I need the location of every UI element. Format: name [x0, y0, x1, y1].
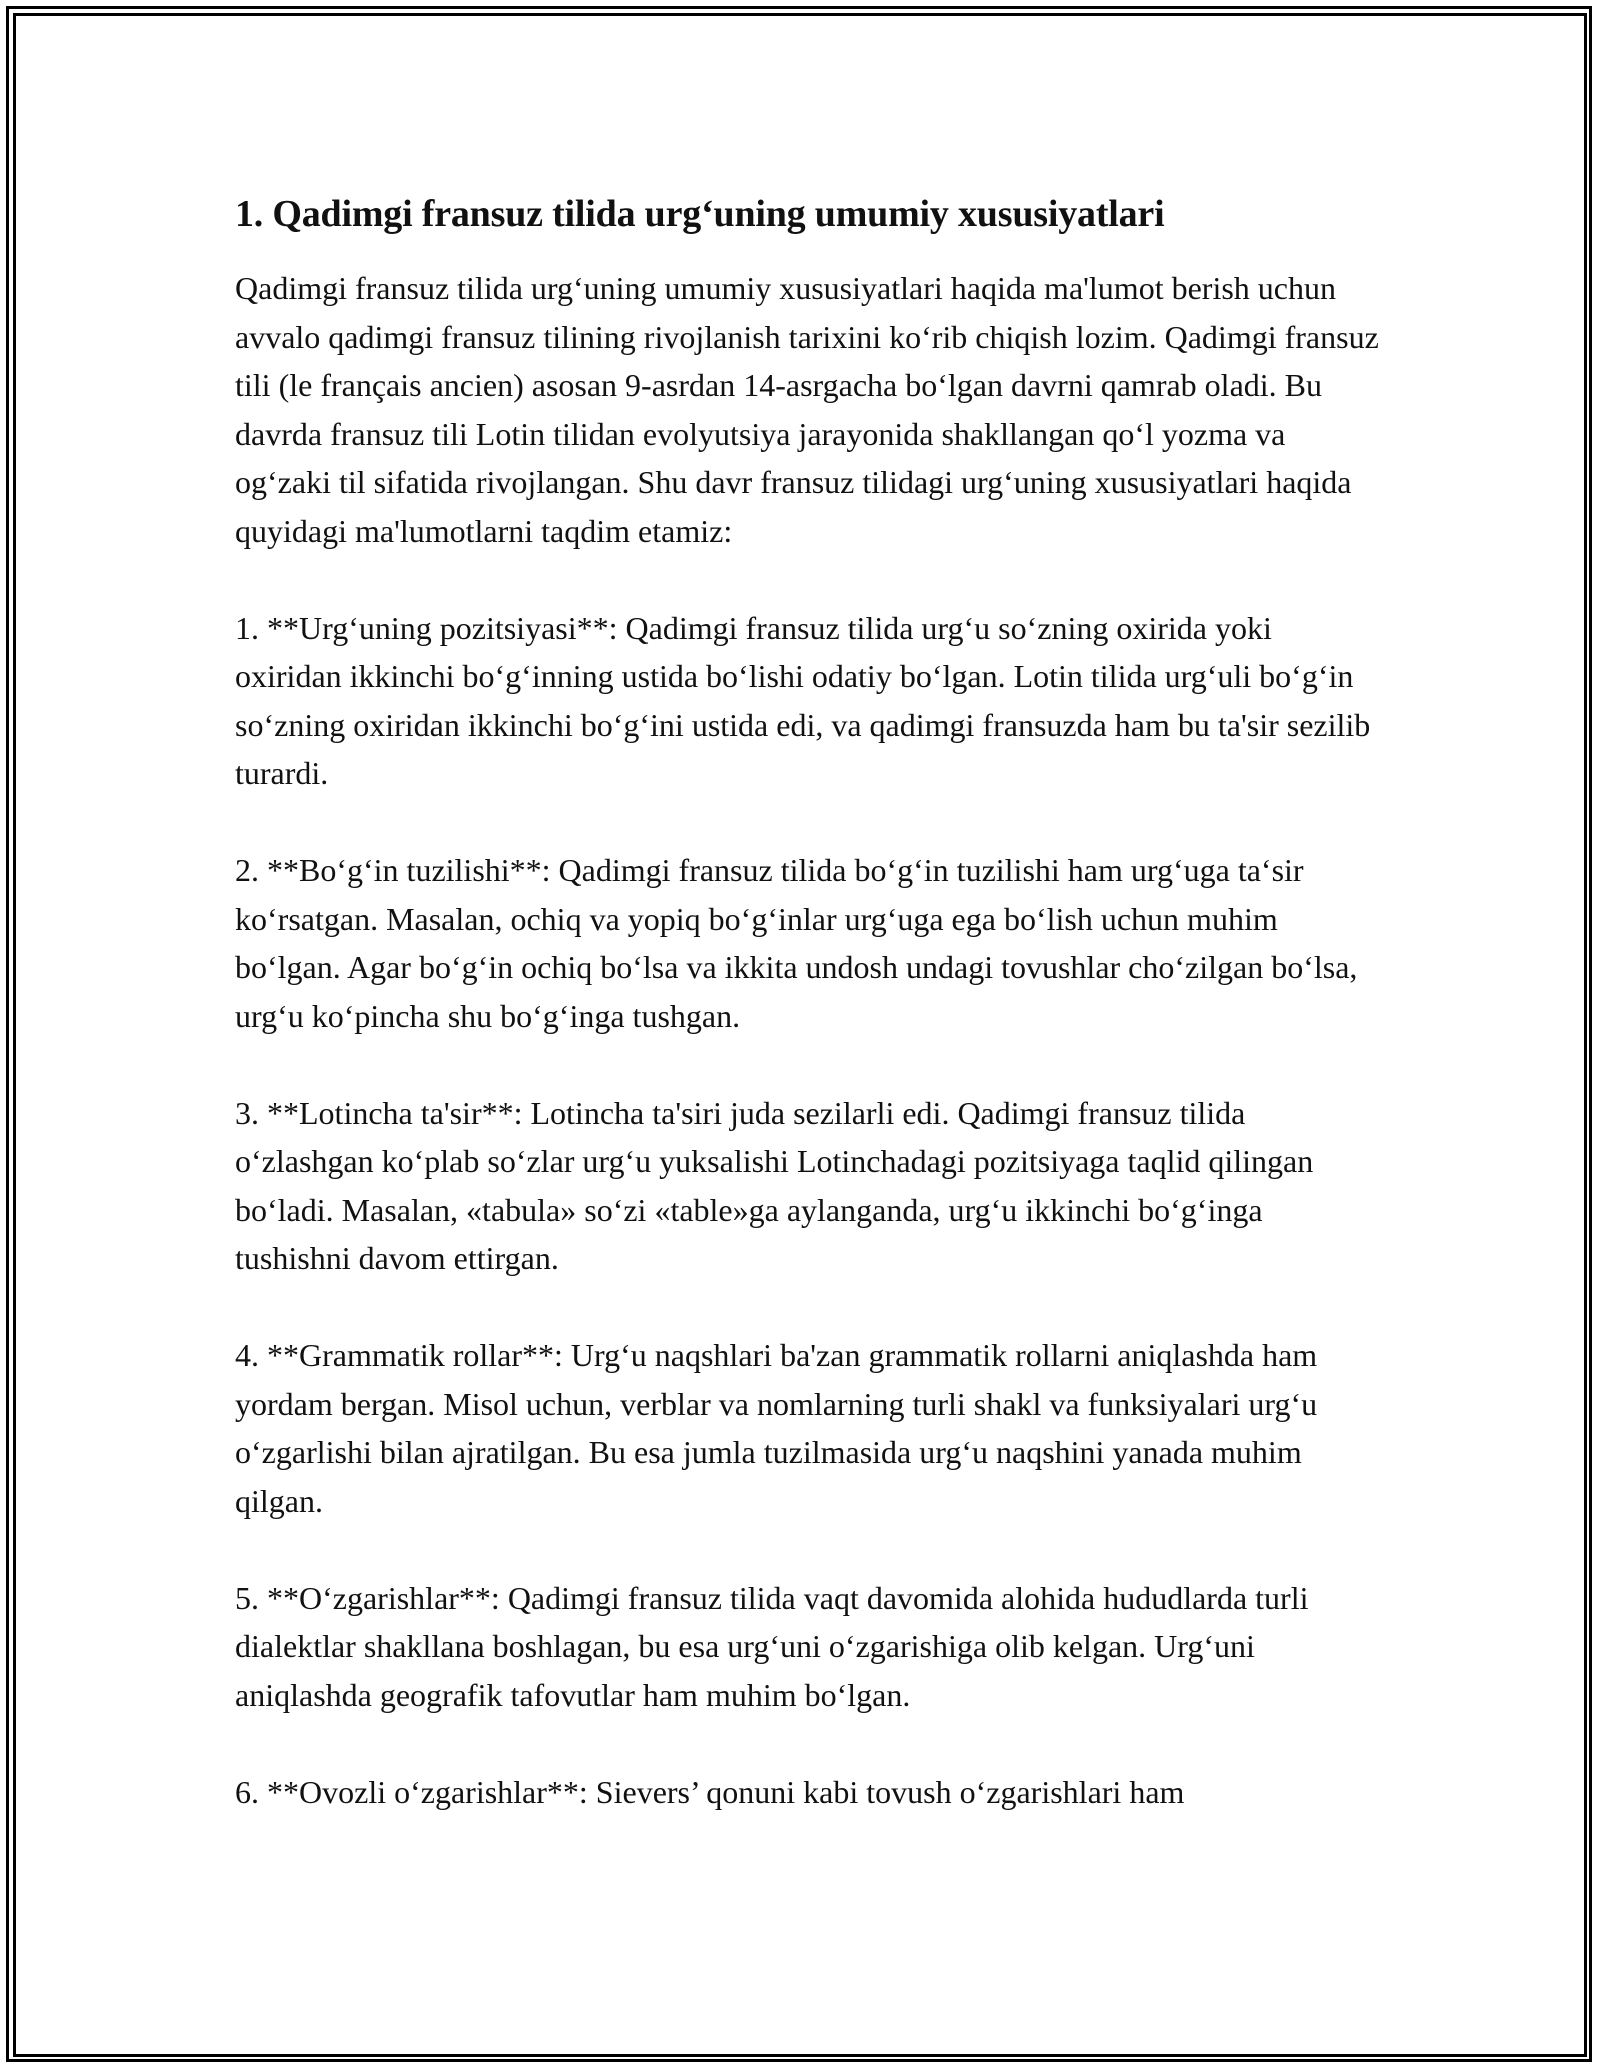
point-3-paragraph: 3. **Lotincha ta'sir**: Lotincha ta'siri juda sezilarli edi. Qadimgi fransuz tilida o‘zlashgan ko‘plab so‘zlar urg‘u yuksalishi Lotinchadagi pozitsiyaga taqlid qilingan bo‘ladi. Masalan, «tabula» so‘zi «table»ga aylanganda, urg‘u ikkinchi bo‘g‘inga tushishni davom ettirgan. [235, 1094, 1314, 1276]
point-6-paragraph: 6. **Ovozli o‘zgarishlar**: Sievers’ qonuni kabi tovush o‘zgarishlari ham [235, 1773, 1185, 1810]
point-5-paragraph: 5. **O‘zgarishlar**: Qadimgi fransuz tilida vaqt davomida alohida hududlarda turli dialektlar shakllana boshlagan, bu esa urg‘uni o‘zgarishiga olib kelgan. Urg‘uni aniqlashda geografik tafovutlar ham muhim bo‘lgan. [235, 1579, 1309, 1713]
intro-paragraph: Qadimgi fransuz tilida urg‘uning umumiy xususiyatlari haqida ma'lumot berish uchun avvalo qadimgi fransuz tilining rivojlanish tarixini ko‘rib chiqish lozim. Qadimgi fransuz tili (le français ancien) asosan 9-asrdan 14-asrgacha bo‘lgan davrni qamrab oladi. Bu davrda fransuz tili Lotin tilidan evolyutsiya jarayonida shakllangan qo‘l yozma va og‘zaki til sifatida rivojlangan. Shu davr fransuz tilidagi urg‘uning xususiyatlari haqida quyidagi ma'lumotlarni taqdim etamiz: [235, 270, 1379, 549]
point-4-paragraph: 4. **Grammatik rollar**: Urg‘u naqshlari ba'zan grammatik rollarni aniqlashda ham yordam bergan. Misol uchun, verblar va nomlarning turli shakl va funksiyalari urg‘u o‘zgarlishi bilan ajratilgan. Bu esa jumla tuzilmasida urg‘u naqshini yanada muhim qilgan. [235, 1337, 1318, 1519]
point-2-paragraph: 2. **Bo‘g‘in tuzilishi**: Qadimgi fransuz tilida bo‘g‘in tuzilishi ham urg‘uga ta‘sir ko‘rsatgan. Masalan, ochiq va yopiq bo‘g‘inlar urg‘uga ega bo‘lish uchun muhim bo‘lgan. Agar bo‘g‘in ochiq bo‘lsa va ikkita undosh undagi tovushlar cho‘zilgan bo‘lsa, urg‘u ko‘pincha shu bo‘g‘inga tushgan. [235, 852, 1358, 1034]
section-heading: 1. Qadimgi fransuz tilida urg‘uning umumiy xususiyatlari [235, 193, 1165, 235]
document-body [235, 188, 1380, 1865]
point-1-paragraph: 1. **Urg‘uning pozitsiyasi**: Qadimgi fransuz tilida urg‘u so‘zning oxirida yoki oxiridan ikkinchi bo‘g‘inning ustida bo‘lishi odatiy bo‘lgan. Lotin tilida urg‘uli bo‘g‘in so‘zning oxiridan ikkinchi bo‘g‘ini ustida edi, va qadimgi fransuzda ham bu ta'sir sezilib turardi. [235, 609, 1371, 791]
